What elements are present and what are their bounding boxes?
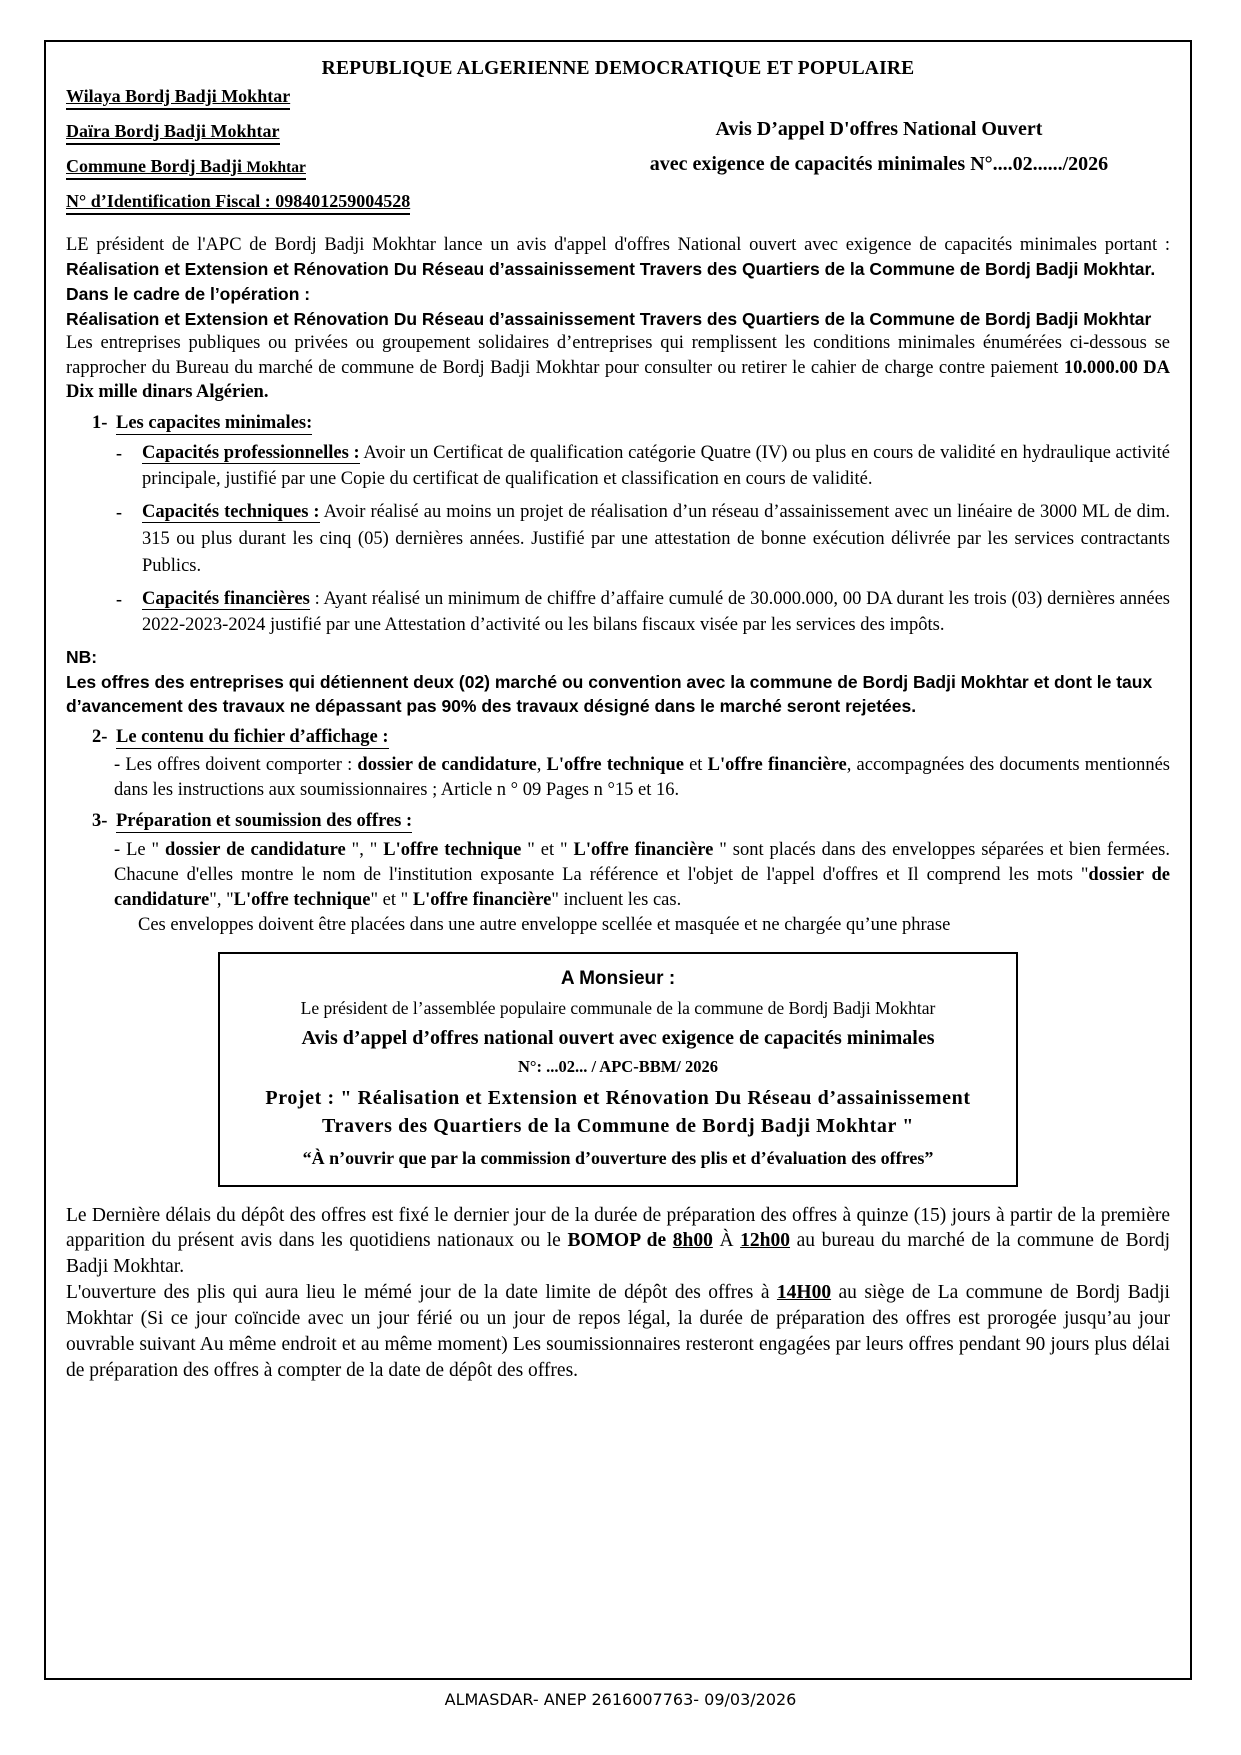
section-3-number: 3- — [92, 811, 108, 832]
box-nouvrir-notice: “À n’ouvrir que par la commission d’ouverture des plis et d’évaluation des offres” — [302, 1147, 934, 1168]
capacity-item-financial — [66, 586, 1170, 640]
document-page — [44, 40, 1192, 1680]
closing-section — [66, 1203, 1170, 1384]
s2-bold-technique: L'offre technique — [546, 755, 684, 776]
s2-sep-2: et — [683, 755, 708, 776]
section-2-heading — [66, 725, 1170, 750]
header-left-block — [66, 86, 640, 215]
closing-hour-end: 12h00 — [740, 1230, 791, 1252]
intro-paragraph — [66, 233, 1170, 282]
intro-lead: LE président de l'APC de Bordj Badji Mokhtar lance un avis d'appel d'offres National ouvert avec exigence de capacités minimales portant : — [66, 235, 1170, 255]
box-monsieur: A Monsieur : — [560, 967, 676, 989]
envelope-address-box — [218, 952, 1018, 1187]
cadre-label: Dans le cadre de l’opération : — [66, 284, 311, 305]
daira-line — [66, 121, 640, 145]
capacity-technical-label: Capacités techniques : — [142, 502, 320, 523]
box-numero: N°: ...02... / APC-BBM/ 2026 — [517, 1056, 718, 1076]
s2-suffix: , accompagnées des documents mentionnés dans les instructions aux soumissionnaires ; Article n ° 09 Pages n °15 et 16. — [114, 755, 1171, 801]
capacity-technical-text — [142, 499, 1170, 579]
intro-object: Réalisation et Extension et Rénovation Du Réseau d’assainissement Travers des Quartiers de la Commune de Bordj Badji Mokhtar. — [66, 258, 1156, 279]
s2-bold-candidature: dossier de candidature — [357, 755, 537, 776]
s3-bold-technique-2: L'offre technique — [233, 889, 371, 910]
box-projet: Projet : " Réalisation et Extension et Rénovation Du Réseau d’assainissement Travers des Quartiers de la Commune de Bordj Badji Mokhtar " — [265, 1086, 971, 1138]
commune-label — [66, 156, 306, 180]
nb-label: NB — [66, 647, 92, 668]
section-3-paragraph-2: Ces enveloppes doivent être placées dans une autre enveloppe scellée et masquée et ne chargée qu’une phrase — [138, 914, 951, 935]
capacity-financial-body: : Ayant réalisé un minimum de chiffre d’affaire cumulé de 30.000.000, 00 DA durant les trois (03) dernières années 2022-2023-2024 justifié par une Attestation d’activité ou les bilans fiscaux visée par les services des impôts. — [142, 588, 1170, 636]
commune-label-prefix: Commune Bordj Badji — [66, 156, 247, 176]
nif-label: N° d’Identification Fiscal : 098401259004528 — [66, 191, 410, 215]
section-3-title: Préparation et soumission des offres : — [116, 811, 413, 832]
s3-sep-5: " et " — [370, 889, 413, 910]
wilaya-line — [66, 86, 640, 110]
s3-sep-6: " incluent les cas. — [551, 889, 682, 910]
notice-title-block — [592, 112, 1166, 182]
capacity-item-technical — [66, 499, 1170, 579]
s2-sep-1: , — [536, 755, 547, 776]
closing-p2-a: L'ouverture des plis qui aura lieu le mémé jour de la date limite de dépôt des offres à — [66, 1282, 777, 1304]
box-avis-title: Avis d’appel d’offres national ouvert avec exigence de capacités minimales — [301, 1027, 935, 1050]
bullet-dash-icon: - — [116, 588, 122, 609]
wilaya-label: Wilaya Bordj Badji Mokhtar — [66, 86, 290, 110]
s3-bold-technique-1: L'offre technique — [383, 839, 522, 860]
closing-paragraph-2 — [66, 1280, 1170, 1384]
section-1-number: 1- — [92, 412, 108, 433]
commune-label-suffix: Mokhtar — [246, 159, 306, 176]
commune-line — [66, 156, 640, 180]
document-header — [66, 86, 1170, 215]
s3-p1-a: - Le " — [114, 839, 165, 860]
capacity-item-professional — [66, 440, 1170, 494]
daira-label: Daïra Bordj Badji Mokhtar — [66, 121, 280, 145]
s3-sep-1: ", " — [345, 839, 384, 860]
consultation-text: Les entreprises publiques ou privées ou groupement solidaires d’entreprises qui remplissent les conditions minimales énumérées ci-dessous se rapprocher du Bureau du marché de commune de Bordj Badji Mokhtar pour consulter ou retirer le cahier de charge contre paiement — [66, 333, 1170, 378]
section-2-title: Le contenu du fichier d’affichage : — [116, 726, 389, 747]
consultation-paragraph — [66, 331, 1170, 405]
bullet-dash-icon: - — [116, 502, 122, 523]
nif-line — [66, 191, 640, 215]
closing-p1-b: au bureau du marché de la commune de Bordj Badji Mokhtar. — [66, 1230, 1170, 1278]
s3-sep-3: " sont placés dans des enveloppes séparées et bien fermées. Chacune d'elles montre le nom de l'institution exposante La référence et l'objet de l'appel d'offres et Il comprend les mots " — [114, 839, 1170, 885]
s3-sep-4: ", " — [209, 889, 234, 910]
s3-bold-candidature-2: dossier de candidature — [114, 864, 1170, 910]
capacity-professional-text — [142, 440, 1170, 494]
s3-bold-financiere-2: L'offre financière — [412, 889, 552, 910]
closing-opening-hour: 14H00 — [776, 1282, 832, 1304]
republic-heading: REPUBLIQUE ALGERIENNE DEMOCRATIQUE ET POPULAIRE — [321, 58, 915, 79]
s2-prefix: - Les offres doivent comporter : — [114, 755, 358, 776]
notice-title-line1: Avis D’appel D'offres National Ouvert — [715, 118, 1043, 140]
nb-label-line — [66, 645, 1170, 670]
capacity-financial-text — [142, 586, 1170, 640]
section-3-heading — [66, 809, 1170, 834]
closing-p2-b: au siège de La commune de Bordj Badji Mokhtar (Si ce jour coïncide avec un jour férié ou un jour de repos légal, la durée de préparation des offres est prorogée jusqu’au jour ouvrable suivant Au même endroit et au même moment) Les soumissionnaires resteront engagées par leurs offres pendant 90 jours plus délai de préparation des offres à compter de la date de dépôt des offres. — [66, 1282, 1170, 1382]
box-president: Le président de l’assemblée populaire communale de la commune de Bordj Badji Mokhtar — [300, 998, 936, 1019]
closing-hour-start: 8h00 — [672, 1230, 713, 1252]
cadre-object: Réalisation et Extension et Rénovation Du Réseau d’assainissement Travers des Quartiers de la Commune de Bordj Badji Mokhtar — [66, 308, 1152, 329]
capacity-professional-label: Capacités professionnelles : — [142, 442, 360, 463]
s3-sep-2: " et " — [521, 839, 574, 860]
capacity-financial-label: Capacités financières — [142, 588, 310, 609]
consultation-price: 10.000.00 DA Dix mille dinars Algérien. — [66, 357, 1170, 403]
s2-bold-financiere: L'offre financière — [707, 755, 847, 776]
capacity-professional-body: Avoir un Certificat de qualification catégorie Quatre (IV) ou plus en cours de validité en hydraulique activité principale, justifié par une Copie du certificat de qualification et classification en cours de validité. — [142, 442, 1170, 490]
bullet-dash-icon: - — [116, 442, 122, 463]
section-2-content — [66, 753, 1170, 803]
s3-bold-financiere-1: L'offre financière — [573, 839, 714, 860]
closing-paragraph-1 — [66, 1203, 1170, 1281]
document-body — [66, 233, 1170, 1384]
section-2-number: 2- — [92, 726, 108, 747]
closing-p1-mid: À — [712, 1230, 741, 1252]
capacity-technical-body: Avoir réalisé au moins un projet de réalisation d’un réseau d’assainissement avec un linéaire de 3000 ML de dim. 315 ou plus durant les cinq (05) dernières années. Justifié par une attestation de bonne exécution délivrée par les services contractants Publics. — [142, 502, 1170, 576]
section-1-heading — [66, 411, 1170, 436]
closing-p1-a: Le Dernière délais du dépôt des offres est fixé le dernier jour de la durée de préparation des offres à quinze (15) jours à partir de la première apparition du présent avis dans les quotidiens nationaux ou le — [66, 1204, 1170, 1252]
section-3-paragraph-1 — [66, 838, 1170, 913]
section-1-title: Les capacites minimales: — [116, 412, 313, 433]
nb-colon: : — [91, 647, 98, 668]
closing-bomop: BOMOP de — [567, 1230, 667, 1252]
nb-text: Les offres des entreprises qui détiennent deux (02) marché ou convention avec la commune de Bordj Badji Mokhtar et dont le taux d’avancement des travaux ne dépassant pas 90% des travaux désigné dans le marché seront rejetées. — [66, 671, 1153, 717]
s3-bold-candidature-1: dossier de candidature — [164, 839, 346, 860]
notice-title-line2: avec exigence de capacités minimales N°....02....../2026 — [649, 153, 1109, 175]
footer-reference: ALMASDAR- ANEP 2616007763- 09/03/2026 — [444, 1690, 797, 1709]
